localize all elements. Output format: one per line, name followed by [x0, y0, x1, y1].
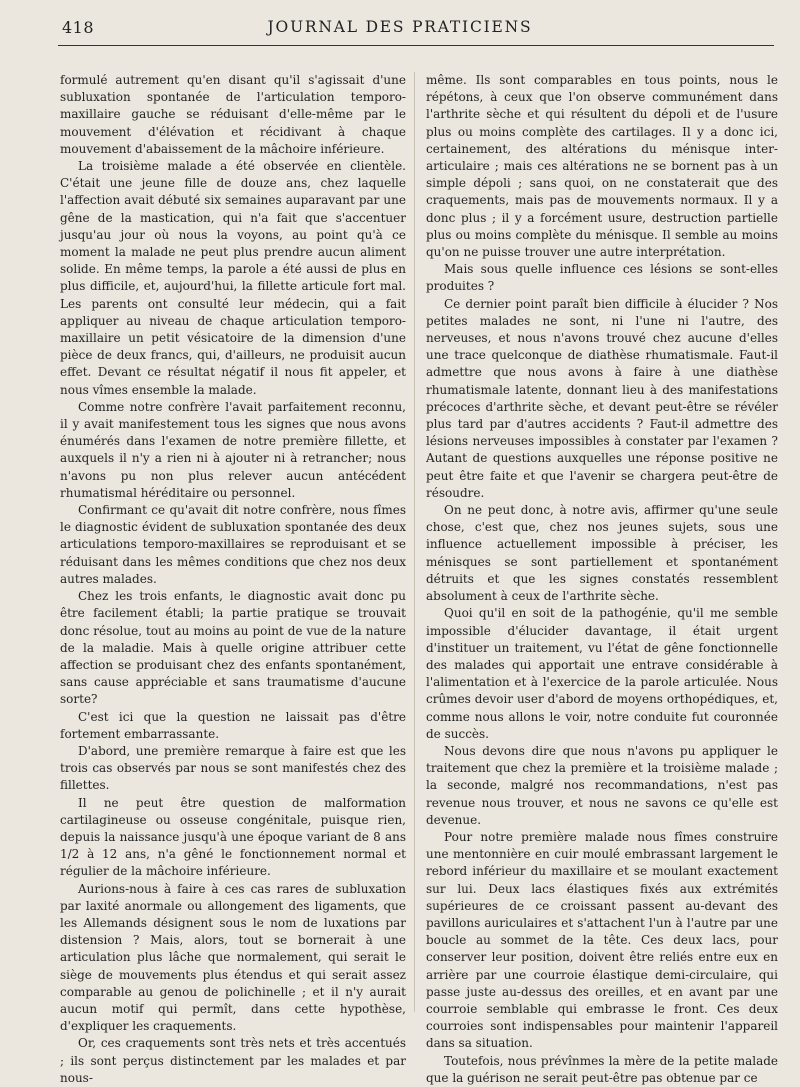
paragraph: Nous devons dire que nous n'avons pu appliquer le traitement que chez la première et la troisième malade ; la seconde, malgré nos recommandations, n'est pas revenue nous trouver, et nous ne savons ce qu'elle est devenue.: [426, 743, 778, 827]
paragraph: Chez les trois enfants, le diagnostic avait donc pu être facilement établi; la partie pratique se trouvait donc résolue, tout au moins au point de vue de la nature de la maladie. Mais à quelle origine attribuer cette affection se produisant chez des enfants spontanément, sans cause appréciable et sans traumatisme d'aucune sorte?: [60, 589, 406, 707]
left-column: [60, 72, 406, 1087]
paragraph: La troisième malade a été observée en clientèle. C'était une jeune fille de douze ans, chez laquelle l'affection avait débuté six semaines auparavant par une gêne de la mastication, qui n'a fait que s'accentuer jusqu'au jour où nous la voyons, au point qu'à ce moment la malade ne peut plus prendre aucun aliment solide. En même temps, la parole a été aussi de plus en plus difficile, et, aujourd'hui, la fillette articule fort mal. Les parents ont consulté leur médecin, qui a fait appliquer au niveau de chaque articulation temporo-maxillaire un petit vésicatoire de la dimension d'une pièce de deux francs, qui, d'ailleurs, ne produisit aucun effet. Devant ce résultat négatif il nous fit appeler, et nous vîmes ensemble la malade.: [60, 159, 406, 397]
header-rule: [58, 45, 774, 46]
paragraph: même. Ils sont comparables en tous points, nous le répétons, à ceux que l'on observe communément dans l'arthrite sèche et qui résultent du dépoli et de l'usure plus ou moins complète des cartilages. Il y a donc ici, certainement, des altérations du ménisque inter-articulaire ; mais ces altérations ne se bornent pas à un simple dépoli ; sans quoi, on ne constaterait que des craquements, mais pas de mouvements normaux. Il y a donc plus ; il y a forcément usure, destruction partielle plus ou moins complète du ménisque. Il semble au moins qu'on ne puisse trouver une autre interprétation.: [426, 73, 778, 260]
paragraph: Pour notre première malade nous fîmes construire une mentonnière en cuir moulé embrassant largement le rebord inférieur du maxillaire et se moulant exactement sur lui. Deux lacs élastiques fixés aux extrémités supérieures de ce croissant passent au-devant des pavillons auriculaires et s'attachent l'un à l'autre par une boucle au sommet de la tête. Ces deux lacs, pour conserver leur position, doivent être reliés entre eux en arrière par une courroie élastique demi-circulaire, qui passe juste au-dessus des oreilles, et en avant par une courroie semblable qui embrasse le front. Ces deux courroies sont indispensables pour maintenir l'appareil dans sa situation.: [426, 829, 778, 1051]
paragraph: Mais sous quelle influence ces lésions se sont-elles produites ?: [426, 262, 778, 294]
paragraph: C'est ici que la question ne laissait pas d'être fortement embarrassante.: [60, 709, 406, 741]
paragraph: Quoi qu'il en soit de la pathogénie, qu'il me semble impossible d'élucider davantage, il était urgent d'instituer un traitement, vu l'état de gêne fonctionnelle des malades qui apportait une entrave considérable à l'alimentation et à l'exercice de la parole articulée. Nous crûmes devoir user d'abord de moyens orthopédiques, et, comme nous allons le voir, notre conduite fut couronnée de succès.: [426, 606, 778, 741]
page-number: 418: [62, 18, 95, 37]
paragraph: Comme notre confrère l'avait parfaitement reconnu, il y avait manifestement tous les signes que nous avons énumérés dans l'examen de notre première fillette, et auxquels il n'y a rien ni à ajouter ni à retrancher; nous n'avons pu non plus relever aucun antécédent rhumatismal héréditaire ou personnel.: [60, 399, 406, 500]
column-divider: [414, 72, 415, 1012]
paragraph: Or, ces craquements sont très nets et très accentués ; ils sont perçus distinctement par les malades et par nous-: [60, 1036, 406, 1085]
running-title: JOURNAL DES PRATICIENS: [267, 18, 533, 36]
paragraph: Il ne peut être question de malformation cartilagineuse ou osseuse congénitale, puisque rien, depuis la naissance jusqu'à une époque variant de 8 ans 1/2 à 12 ans, n'a gêné le fonctionnement normal et régulier de la mâchoire inférieure.: [60, 795, 406, 879]
paragraph: On ne peut donc, à notre avis, affirmer qu'une seule chose, c'est que, chez nos jeunes sujets, sous une influence actuellement impossible à préciser, les ménisques se sont partiellement et spontanément détruits et que les signes constatés ressemblent absolument à ceux de l'arthrite sèche.: [426, 503, 778, 604]
paragraph: Confirmant ce qu'avait dit notre confrère, nous fîmes le diagnostic évident de subluxation spontanée des deux articulations temporo-maxillaires se reproduisant et se réduisant dans les mêmes conditions que chez nos deux autres malades.: [60, 503, 406, 586]
paragraph: Ce dernier point paraît bien difficile à élucider ? Nos petites malades ne sont, ni l'une ni l'autre, des nerveuses, et nous n'avons trouvé chez aucune d'elles une trace quelconque de diathèse rhumatismale. Faut-il admettre que nous avons à faire à une diathèse rhumatismale latente, donnant lieu à des manifestations précoces d'arthrite sèche, et devant peut-être se révéler plus tard par d'autres accidents ? Faut-il admettre des lésions nerveuses impossibles à constater par l'examen ? Autant de questions auxquelles une réponse positive ne peut être faite et que l'avenir se chargera peut-être de résoudre.: [426, 296, 778, 500]
right-column: [426, 72, 778, 1087]
paragraph: formulé autrement qu'en disant qu'il s'agissait d'une subluxation spontanée de l'articulation temporo-maxillaire gauche se réduisant d'elle-même par le mouvement d'élévation et récidivant à chaque mouvement d'abaissement de la mâchoire inférieure.: [60, 73, 406, 156]
paragraph: Toutefois, nous prévînmes la mère de la petite malade que la guérison ne serait peut-être pas obtenue par ce: [426, 1053, 778, 1085]
paragraph: Aurions-nous à faire à ces cas rares de subluxation par laxité anormale ou allongement des ligaments, que les Allemands désignent sous le nom de luxations par distension ? Mais, alors, tout se bornerait à une articulation plus lâche que normalement, qui serait le siège de mouvements plus étendus et qui serait assez comparable au genou de polichinelle ; et il n'y aurait aucun motif qui permît, dans cette hypothèse, d'expliquer les craquements.: [60, 881, 406, 1034]
paragraph: D'abord, une première remarque à faire est que les trois cas observés par nous se sont manifestés chez des fillettes.: [60, 743, 406, 793]
